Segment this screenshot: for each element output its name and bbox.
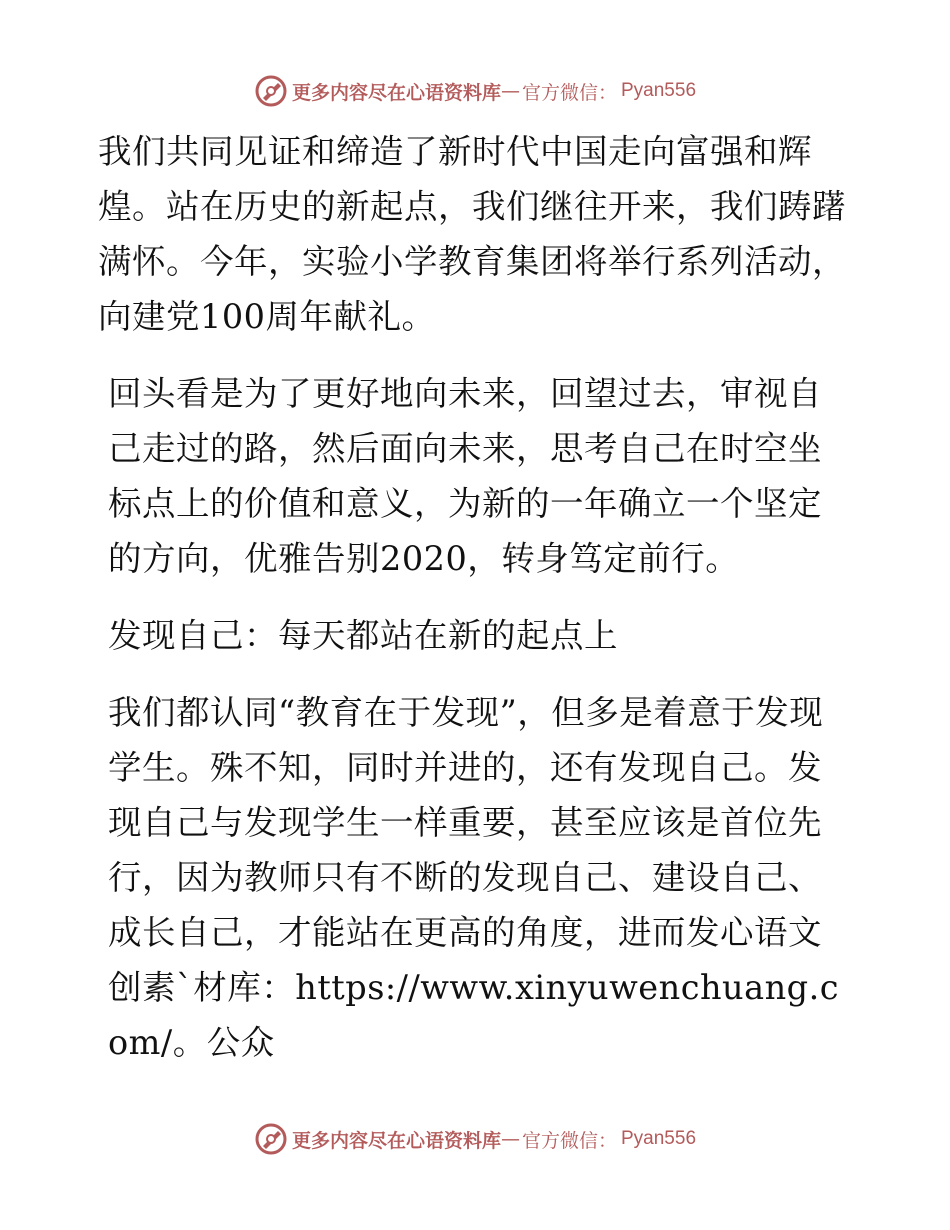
- footer-dash: —: [500, 1128, 520, 1150]
- footer-wechat-id: Pyan556: [621, 1128, 697, 1149]
- footer-watermark: [0, 1119, 950, 1159]
- section-heading: 发现自己：每天都站在新的起点上: [108, 616, 618, 655]
- header-brand-text: 更多内容尽在心语资料库: [291, 81, 501, 104]
- brand-logo-icon: [254, 74, 288, 108]
- brand-logo-icon: [254, 1122, 288, 1156]
- header-dash: —: [500, 80, 520, 102]
- header-watermark: [0, 71, 950, 111]
- header-wechat-id: Pyan556: [621, 80, 697, 101]
- paragraph-1: 我们共同见证和缔造了新时代中国走向富强和辉煌。站在历史的新起点，我们继往开来，我们踌躇满怀。今年，实验小学教育集团将举行系列活动，向建党100周年献礼。: [98, 132, 846, 336]
- paragraph-2: 回头看是为了更好地向未来，回望过去，审视自己走过的路，然后面向未来，思考自己在时空坐标点上的价值和意义，为新的一年确立一个坚定的方向，优雅告别2020，转身笃定前行。: [108, 374, 822, 578]
- paragraph-3: 我们都认同“教育在于发现”，但多是着意于发现学生。殊不知，同时并进的，还有发现自己。发现自己与发现学生一样重要，甚至应该是首位先行，因为教师只有不断的发现自己、建设自己、成长自己，才能站在更高的角度，进而发心语文创素`材库：https://www.xinyuwenchuang.com/。公众: [108, 693, 840, 1062]
- footer-brand-text: 更多内容尽在心语资料库: [291, 1129, 501, 1152]
- footer-wechat-label: 官方微信：: [521, 1129, 617, 1152]
- document-body: [98, 124, 850, 1092]
- header-wechat-label: 官方微信：: [521, 81, 617, 104]
